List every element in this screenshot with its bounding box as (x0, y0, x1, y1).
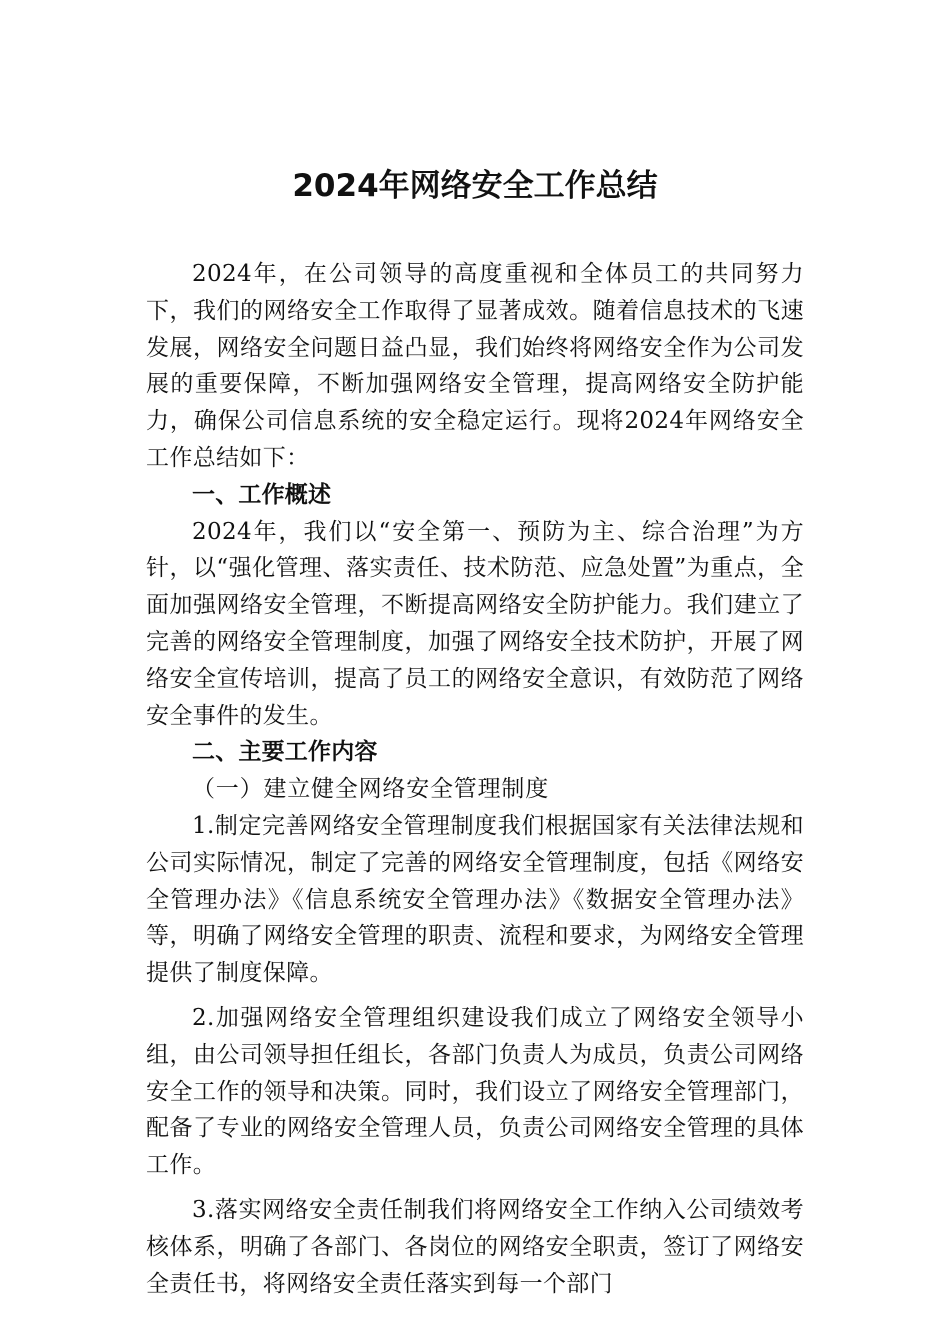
document-page (146, 0, 804, 1344)
overview-paragraph: 2024年，我们以“安全第一、预防为主、综合治理”为方针，以“强化管理、落实责任、技术防范、应急处置”为重点，全面加强网络安全管理，不断提高网络安全防护能力。我们建立了完善的网络安全管理制度，加强了网络安全技术防护，开展了网络安全宣传培训，提高了员工的网络安全意识，有效防范了网络安全事件的发生。 (146, 518, 804, 729)
subsection-heading-system: （一）建立健全网络安全管理制度 (192, 776, 549, 803)
item-paragraph-3: 3.落实网络安全责任制我们将网络安全工作纳入公司绩效考核体系，明确了各部门、各岗位的网络安全职责，签订了网络安全责任书，将网络安全责任落实到每一个部门 (146, 1196, 804, 1297)
section-heading-main-work: 二、主要工作内容 (192, 739, 378, 766)
section-heading-overview: 一、工作概述 (192, 481, 332, 508)
item-paragraph-2: 2.加强网络安全管理组织建设我们成立了网络安全领导小组，由公司领导担任组长，各部门负责人为成员，负责公司网络安全工作的领导和决策。同时，我们设立了网络安全管理部门，配备了专业的网络安全管理人员，负责公司网络安全管理的具体工作。 (146, 1004, 804, 1179)
intro-paragraph: 2024年，在公司领导的高度重视和全体员工的共同努力下，我们的网络安全工作取得了显著成效。随着信息技术的飞速发展，网络安全问题日益凸显，我们始终将网络安全作为公司发展的重要保障，不断加强网络安全管理，提高网络安全防护能力，确保公司信息系统的安全稳定运行。现将2024年网络安全工作总结如下： (146, 261, 804, 471)
document-title: 2024年网络安全工作总结 (292, 168, 658, 204)
document-body (146, 256, 804, 1302)
item-paragraph-1: 1.制定完善网络安全管理制度我们根据国家有关法律法规和公司实际情况，制定了完善的网络安全管理制度，包括《网络安全管理办法》《信息系统安全管理办法》《数据安全管理办法》等，明确了网络安全管理的职责、流程和要求，为网络安全管理提供了制度保障。 (146, 812, 804, 987)
